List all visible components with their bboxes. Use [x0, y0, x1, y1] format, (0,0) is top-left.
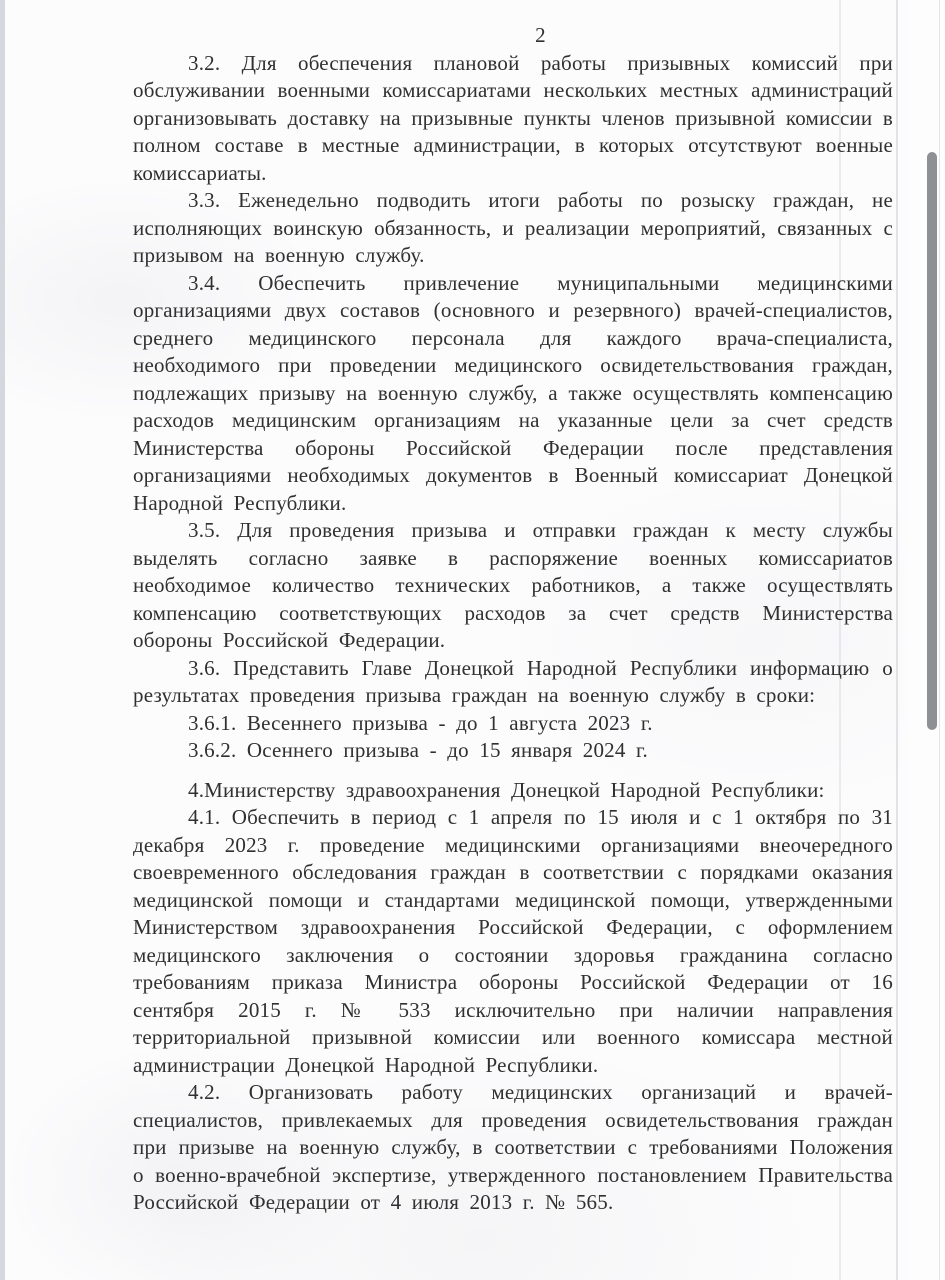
- page-number: 2: [535, 23, 546, 47]
- paragraph-4-1: 4.1. Обеспечить в период с 1 апреля по 15 июля и с 1 октября по 31 декабря 2023 г. проведение медицинскими организациями внеочередного своевременного обследования граждан в соответствии с порядками оказания медицинской помощи и стандартами медицинской помощи, утвержденными Министерством здравоохранения Российской Федерации, с оформлением медицинского заключения о состоянии здоровья гражданина согласно требованиям приказа Министра обороны Российской Федерации от 16 сентября 2015 г. № 533 исключительно при наличии направления территориальной призывной комиссии или военного комиссара местной администрации Донецкой Народной Республики.: [133, 805, 893, 1077]
- paragraph-3-6-1: 3.6.1. Весеннего призыва - до 1 августа 2023 г.: [188, 710, 653, 735]
- scrollbar-thumb[interactable]: [927, 152, 937, 730]
- scrollbar-track: [939, 0, 940, 1280]
- paragraph-4: 4.Министерству здравоохранения Донецкой Народной Республики:: [188, 777, 825, 802]
- page-left-edge: [0, 0, 5, 1280]
- paragraph-3-4: 3.4. Обеспечить привлечение муниципальными медицинскими организациями двух составов (основного и резервного) врачей-специалистов, среднего медицинского персонала для каждого врача-специалиста, необходимого при проведении медицинского освидетельствования граждан, подлежащих призыву на военную службу, а также осуществлять компенсацию расходов медицинским организациям на указанные цели за счет средств Министерства обороны Российской Федерации после представления организациями необходимых документов в Военный комиссариат Донецкой Народной Республики.: [133, 270, 893, 515]
- paragraph-3-6-2: 3.6.2. Осеннего призыва - до 15 января 2024 г.: [188, 738, 648, 762]
- paragraph-3-6: 3.6. Представить Главе Донецкой Народной Республики информацию о результатах проведения призыва граждан на военную службу в сроки:: [133, 655, 893, 707]
- viewer-right-gutter: [898, 0, 945, 1280]
- paragraph-4-2: 4.2. Организовать работу медицинских организаций и врачей-специалистов, привлекаемых для проведения освидетельствования граждан при призыве на военную службу, в соответствии с требованиями Положения о военно-врачебной экспертизе, утвержденного постановлением Правительства Российской Федерации от 4 июля 2013 г. № 565.: [133, 1080, 893, 1214]
- paragraph-3-5: 3.5. Для проведения призыва и отправки граждан к месту службы выделять согласно заявке в распоряжение военных комиссариатов необходимое количество технических работников, а также осуществлять компенсацию соответствующих расходов за счет средств Министерства обороны Российской Федерации.: [133, 518, 893, 652]
- paragraph-3-2: 3.2. Для обеспечения плановой работы призывных комиссий при обслуживании военными комиссариатами нескольких местных администраций организовывать доставку на призывные пункты членов призывной комиссии в полном составе в местные администрации, в которых отсутствуют военные комиссариаты.: [133, 50, 893, 185]
- paragraph-3-3: 3.3. Еженедельно подводить итоги работы по розыску граждан, не исполняющих воинскую обязанность, и реализации мероприятий, связанных с призывом на военную службу.: [133, 188, 893, 267]
- document-text-column: [133, 0, 893, 1217]
